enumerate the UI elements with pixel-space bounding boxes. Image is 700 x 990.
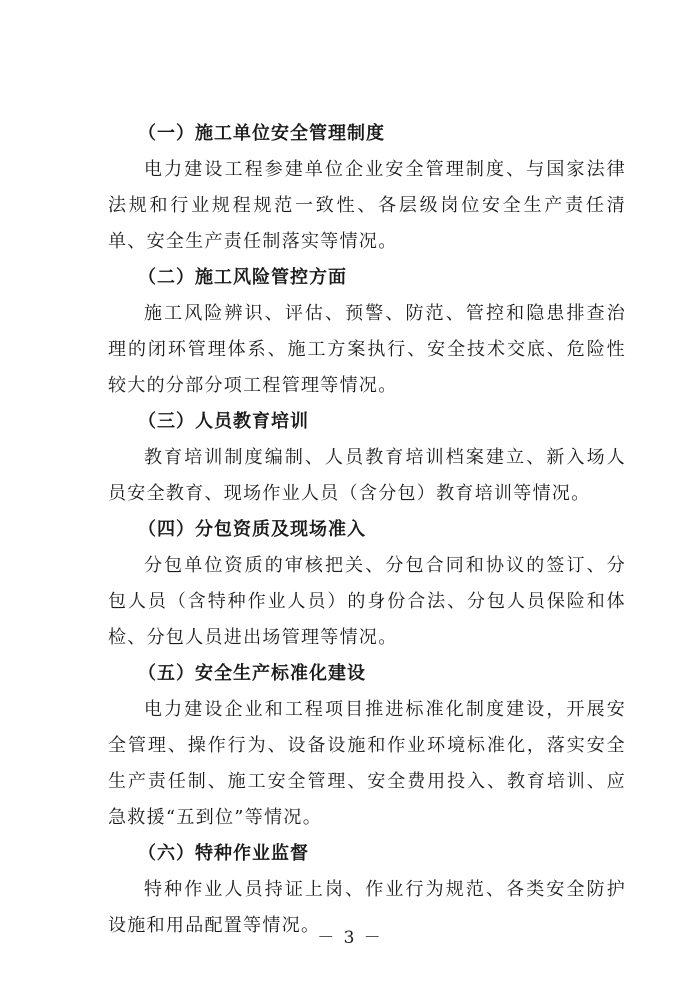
section-heading-1: （一）施工单位安全管理制度 <box>138 123 385 144</box>
section-body-2: 施工风险辨识、评估、预警、防范、管控和隐患排查治理的闭环管理体系、施工方案执行、安全技术交底、危险性较大的分部分项工程管理等情况。 <box>108 303 626 396</box>
section-heading-2: （二）施工风险管控方面 <box>138 267 347 288</box>
section-body-5: 电力建设企业和工程项目推进标准化制度建设，开展安全管理、操作行为、设备设施和作业环境标准化，落实安全生产责任制、施工安全管理、安全费用投入、教育培训、应急救援“五到位”等情况。 <box>108 699 626 828</box>
section-heading-4: （四）分包资质及现场准入 <box>138 519 366 540</box>
section-heading-6: （六）特种作业监督 <box>138 843 309 864</box>
section-body-1: 电力建设工程参建单位企业安全管理制度、与国家法律法规和行业规程规范一致性、各层级岗位安全生产责任清单、安全生产责任制落实等情况。 <box>108 159 626 252</box>
section-body-3: 教育培训制度编制、人员教育培训档案建立、新入场人员安全教育、现场作业人员（含分包）教育培训等情况。 <box>108 447 626 504</box>
section-body-6: 特种作业人员持证上岗、作业行为规范、各类安全防护设施和用品配置等情况。 <box>108 879 626 936</box>
section-body-4: 分包单位资质的审核把关、分包合同和协议的签订、分包人员（含特种作业人员）的身份合法、分包人员保险和体检、分包人员进出场管理等情况。 <box>108 555 626 648</box>
page-number: － 3 － <box>317 928 383 948</box>
section-heading-3: （三）人员教育培训 <box>138 411 309 432</box>
document-body <box>108 116 626 944</box>
section-heading-5: （五）安全生产标准化建设 <box>138 663 366 684</box>
